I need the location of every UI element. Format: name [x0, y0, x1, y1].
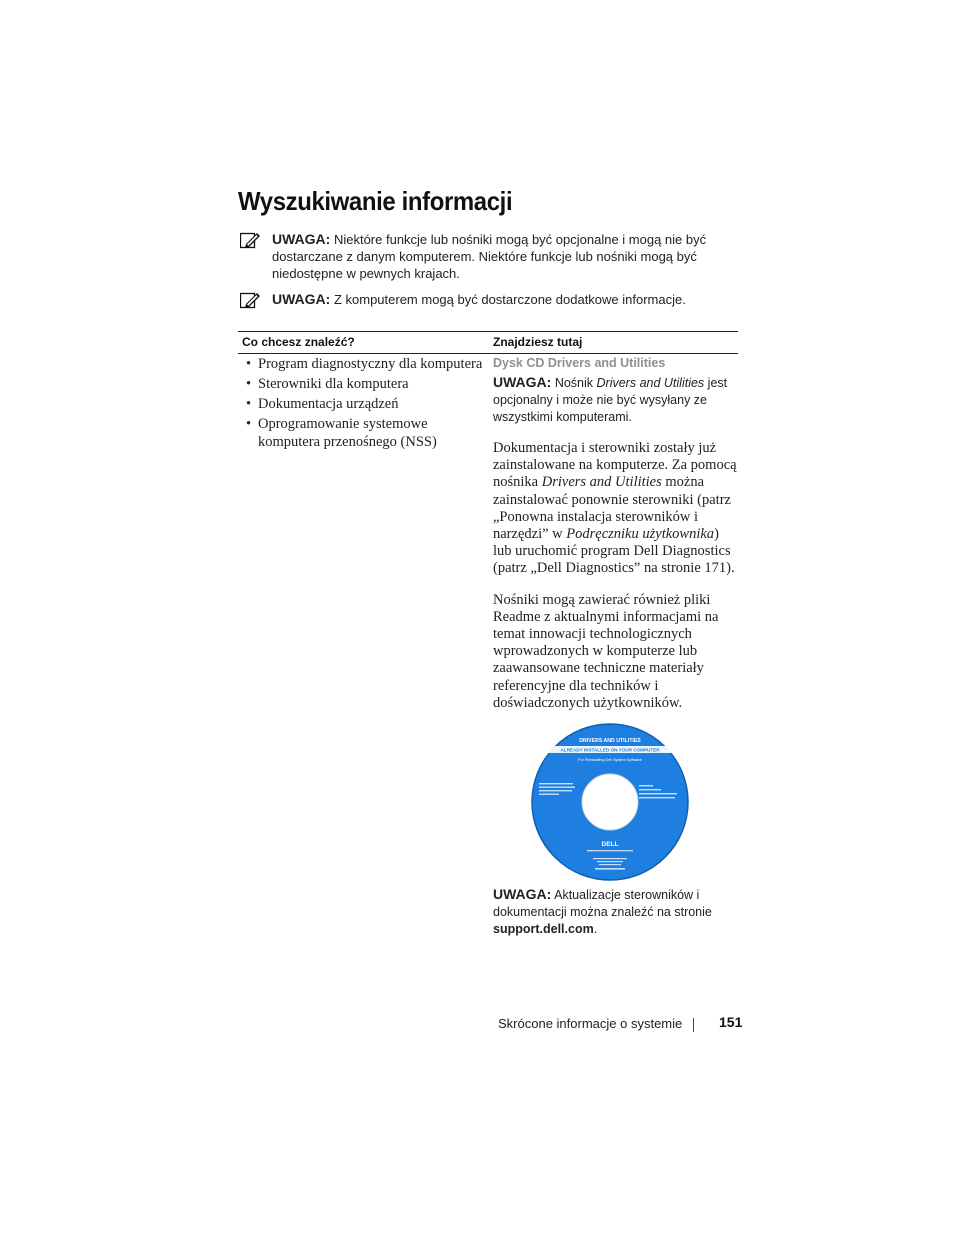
- note-text: Aktualizacje sterowników i dokumentacji można znaleźć na stronie: [493, 888, 712, 919]
- note-label: UWAGA:: [493, 374, 552, 390]
- paragraph-documentation: [493, 440, 741, 578]
- note-label: UWAGA:: [272, 291, 331, 307]
- support-link[interactable]: support.dell.com: [493, 922, 594, 936]
- cd-subtitle: ALREADY INSTALLED ON YOUR COMPUTER: [560, 747, 660, 753]
- paragraph-italic: Podręczniku użytkownika: [566, 526, 715, 543]
- cd-brand: DELL: [601, 841, 619, 848]
- note-2: [240, 291, 740, 308]
- note-text: Niektóre funkcje lub nośniki mogą być opcjonalne i mogą nie być dostarczane z danym komputerem. Niektóre funkcje lub nośniki mogą być niedostępne w pewnych krajach.: [272, 232, 707, 281]
- table-header-rule: [238, 353, 738, 354]
- paragraph-italic: Drivers and Utilities: [541, 474, 662, 491]
- note-pencil-icon: [240, 231, 262, 249]
- footer-section-title: Skrócone informacje o systemie: [498, 1016, 683, 1031]
- column-header-where: Znajdziesz tutaj: [493, 335, 583, 349]
- paragraph-readme: Nośniki mogą zawierać również pliki Readme z aktualnymi informacjami na temat innowacji technologicznych wprowadzonych w komputerze lub zaawansowane techniczne materiały referencyjne dla techników i doświadczonych użytkowników.: [493, 591, 719, 711]
- table-top-rule: [238, 331, 738, 332]
- paragraph-text: ) lub uruchomić program Dell Diagnostics (patrz „Dell Diagnostics” na stronie 171).: [493, 526, 735, 577]
- paragraph-text: można zainstalować ponownie sterowniki (patrz „Ponowna instalacja sterowników i narzędzi” w: [493, 474, 731, 543]
- list-item: • Sterowniki dla komputera: [246, 375, 486, 393]
- note-italic: Drivers and Utilities: [596, 376, 705, 390]
- cd-subhead: Dysk CD Drivers and Utilities: [493, 356, 666, 370]
- cd-disc-icon: [531, 723, 689, 881]
- paragraph-text: Dokumentacja i sterowniki zostały już zainstalowane na komputerze. Za pomocą nośnika: [493, 440, 737, 491]
- cd-note: [493, 374, 741, 426]
- footer-separator: [693, 1018, 694, 1032]
- column-header-what: Co chcesz znaleźć?: [242, 335, 355, 349]
- page-title: Wyszukiwanie informacji: [238, 186, 513, 216]
- note-text: Z komputerem mogą być dostarczone dodatkowe informacje.: [333, 292, 686, 307]
- where-column: [493, 355, 741, 712]
- what-list: [246, 355, 486, 453]
- cd-tagline: For Reinstalling Dell System Software: [578, 758, 642, 762]
- cd-disc-image: [531, 723, 689, 881]
- page-number: 151: [719, 1014, 743, 1030]
- cd-hole: [582, 774, 638, 830]
- cd-title: DRIVERS AND UTILITIES: [579, 738, 641, 744]
- note-end: .: [593, 922, 598, 936]
- note-pencil-icon: [240, 291, 262, 309]
- note-1: [240, 231, 740, 282]
- list-item: • Program diagnostyczny dla komputera: [246, 355, 486, 373]
- note-text: Nośnik: [554, 376, 594, 390]
- list-item: • Oprogramowanie systemowe komputera przenośnego (NSS): [246, 415, 486, 451]
- list-item: • Dokumentacja urządzeń: [246, 395, 486, 413]
- note-text: jest opcjonalny i może nie być wysyłany ze wszystkimi komputerami.: [493, 376, 728, 424]
- note-label: UWAGA:: [493, 886, 552, 902]
- online-updates-note: [493, 886, 733, 938]
- note-label: UWAGA:: [272, 231, 331, 247]
